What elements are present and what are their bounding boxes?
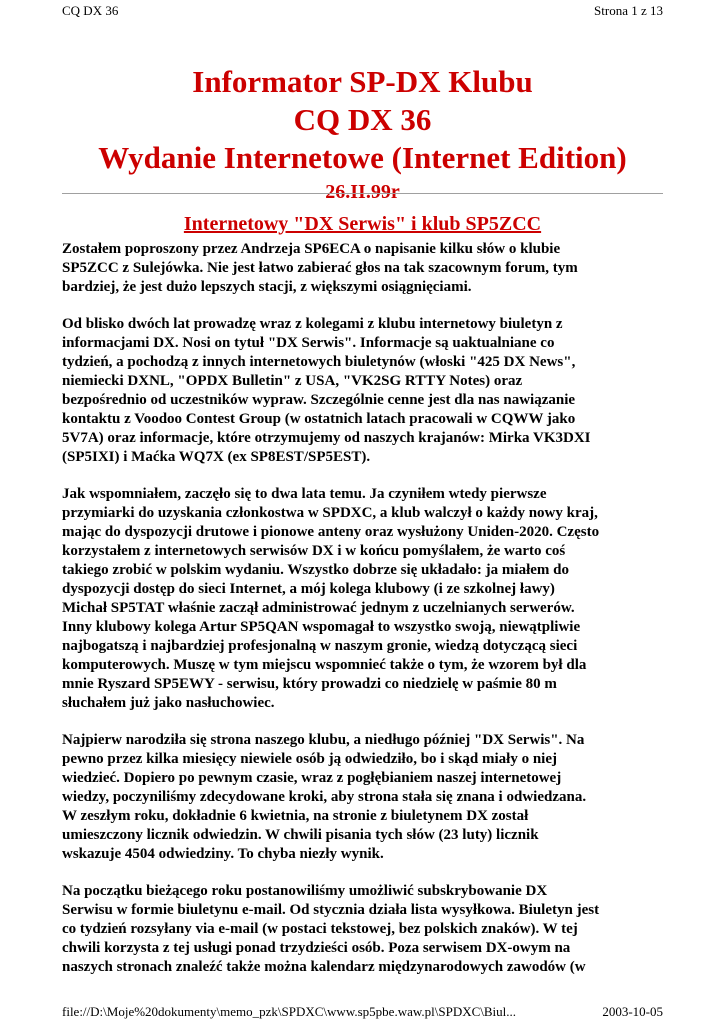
paragraph-line: pewno przez kilka miesięcy niewiele osób ją odwiedziło, bo i skąd miały o niej [62, 751, 557, 767]
title-date: 26.II.99r [325, 181, 400, 203]
paragraph-line: komputerowych. Muszę w tym miejscu wspomnieć także o tym, że wzorem był dla [62, 657, 587, 673]
title-club: Informator SP-DX Klubu [192, 64, 533, 99]
paragraph-line: bezpośrednio od uczestników wypraw. Szczególnie cenne jest dla nas nawiązanie [62, 392, 576, 408]
article-paragraph [62, 315, 662, 467]
paragraph-line: Od blisko dwóch lat prowadzę wraz z kolegami z klubu internetowy biuletyn z [62, 316, 563, 332]
paragraph-line: (SP5IXI) i Maćka WQ7X (ex SP8EST/SP5EST). [62, 449, 371, 465]
paragraph-line: niemiecki DXNL, "OPDX Bulletin" z USA, "VK2SG RTTY Notes) oraz [62, 373, 523, 389]
article-paragraph [62, 240, 662, 297]
paragraph-line: tydzień, a pochodzą z innych internetowych biuletynów (włoski "425 DX News", [62, 354, 576, 370]
article-paragraph [62, 485, 662, 713]
paragraph-line: korzystałem z internetowych serwisów DX i w końcu pomyślałem, że warto coś [62, 543, 566, 559]
article-paragraph [62, 731, 662, 864]
print-header-title: CQ DX 36 [62, 3, 119, 18]
paragraph-line: bardziej, że jest dużo lepszych stacji, z większymi osiągnięciami. [62, 279, 472, 295]
paragraph-line: wiedzieć. Dopiero po pewnym czasie, wraz z pogłębianiem naszej internetowej [62, 770, 562, 786]
paragraph-line: Na początku bieżącego roku postanowiliśmy umożliwić subskrybowanie DX [62, 883, 548, 899]
paragraph-line: wiedzy, poczyniliśmy zdecydowane kroki, aby strona stała się znana i odwiedzana. [62, 789, 587, 805]
horizontal-rule [62, 193, 663, 194]
paragraph-line: Jak wspomniałem, zaczęło się to dwa lata temu. Ja czyniłem wtedy pierwsze [62, 486, 547, 502]
paragraph-line: mnie Ryszard SP5EWY - serwisu, który prowadzi co niedzielę w paśmie 80 m [62, 676, 557, 692]
paragraph-line: mając do dyspozycji drutowe i pionowe anteny oraz wysłużony Uniden-2020. Często [62, 524, 600, 540]
article-heading: Internetowy "DX Serwis" i klub SP5ZCC [183, 213, 542, 235]
paragraph-line: Inny klubowy kolega Artur SP5QAN wspomagał to wszystko swoją, niewątpliwie [62, 619, 581, 635]
paragraph-line: informacjami DX. Nosi on tytuł "DX Serwis". Informacje są uaktualniane co [62, 335, 555, 351]
print-header [62, 3, 663, 19]
document-title-block [62, 63, 663, 203]
paragraph-line: chwili korzysta z tej usługi ponad trzydzieści osób. Poza serwisem DX-owym na [62, 940, 571, 956]
paragraph-line: wskazuje 4504 odwiedziny. To chyba niezły wynik. [62, 846, 384, 862]
paragraph-line: Zostałem poproszony przez Andrzeja SP6ECA o napisanie kilku słów o klubie [62, 241, 561, 257]
paragraph-line: naszych stronach znaleźć także można kalendarz międzynarodowych zawodów (w [62, 959, 586, 975]
paragraph-line: słuchałem już jako nasłuchowiec. [62, 695, 275, 711]
print-footer-file-path: file://D:\Moje%20dokumenty\memo_pzk\SPDXC\www.sp5pbe.waw.pl\SPDXC\Biul... [62, 1004, 517, 1019]
paragraph-line: dyspozycji dostęp do sieci Internet, a mój kolega klubowy (i ze szkolnej ławy) [62, 581, 555, 597]
paragraph-line: przymiarki do uzyskania członkostwa w SPDXC, a klub walczył o każdy nowy kraj, [62, 505, 598, 521]
article-paragraph [62, 882, 662, 977]
paragraph-line: SP5ZCC z Sulejówka. Nie jest łatwo zabierać głos na tak szacownym forum, tym [62, 260, 578, 276]
paragraph-line: takiego zrobić w polskim wydaniu. Wszystko dobrze się układało: ja miałem do [62, 562, 569, 578]
paragraph-line: W zeszłym roku, dokładnie 6 kwietnia, na stronie z biuletynem DX został [62, 808, 529, 824]
paragraph-line: umieszczony licznik odwiedzin. W chwili pisania tych słów (23 luty) licznik [62, 827, 539, 843]
title-edition: Wydanie Internetowe (Internet Edition) [98, 140, 627, 175]
print-header-page-number: Strona 1 z 13 [594, 3, 663, 18]
title-issue: CQ DX 36 [293, 102, 432, 137]
paragraph-line: co tydzień rozsyłany via e-mail (w postaci tekstowej, bez polskich znaków). W tej [62, 921, 578, 937]
paragraph-line: Serwisu w formie biuletynu e-mail. Od stycznia działa lista wysyłkowa. Biuletyn jest [62, 902, 600, 918]
print-footer [62, 1004, 663, 1020]
paragraph-line: 5V7A) oraz informacje, które otrzymujemy od naszych krajanów: Mirka VK3DXI [62, 430, 591, 446]
paragraph-line: najbogatszą i najbardziej profesjonalną w naszym gronie, wiedzą dotyczącą sieci [62, 638, 578, 654]
paragraph-line: kontaktu z Voodoo Contest Group (w ostatnich latach pracowali w CQWW jako [62, 411, 576, 427]
print-footer-date: 2003-10-05 [602, 1004, 663, 1019]
article-body [62, 240, 662, 995]
paragraph-line: Michał SP5TAT właśnie zaczął administrować jednym z uczelnianych serwerów. [62, 600, 575, 616]
paragraph-line: Najpierw narodziła się strona naszego klubu, a niedługo później "DX Serwis". Na [62, 732, 585, 748]
